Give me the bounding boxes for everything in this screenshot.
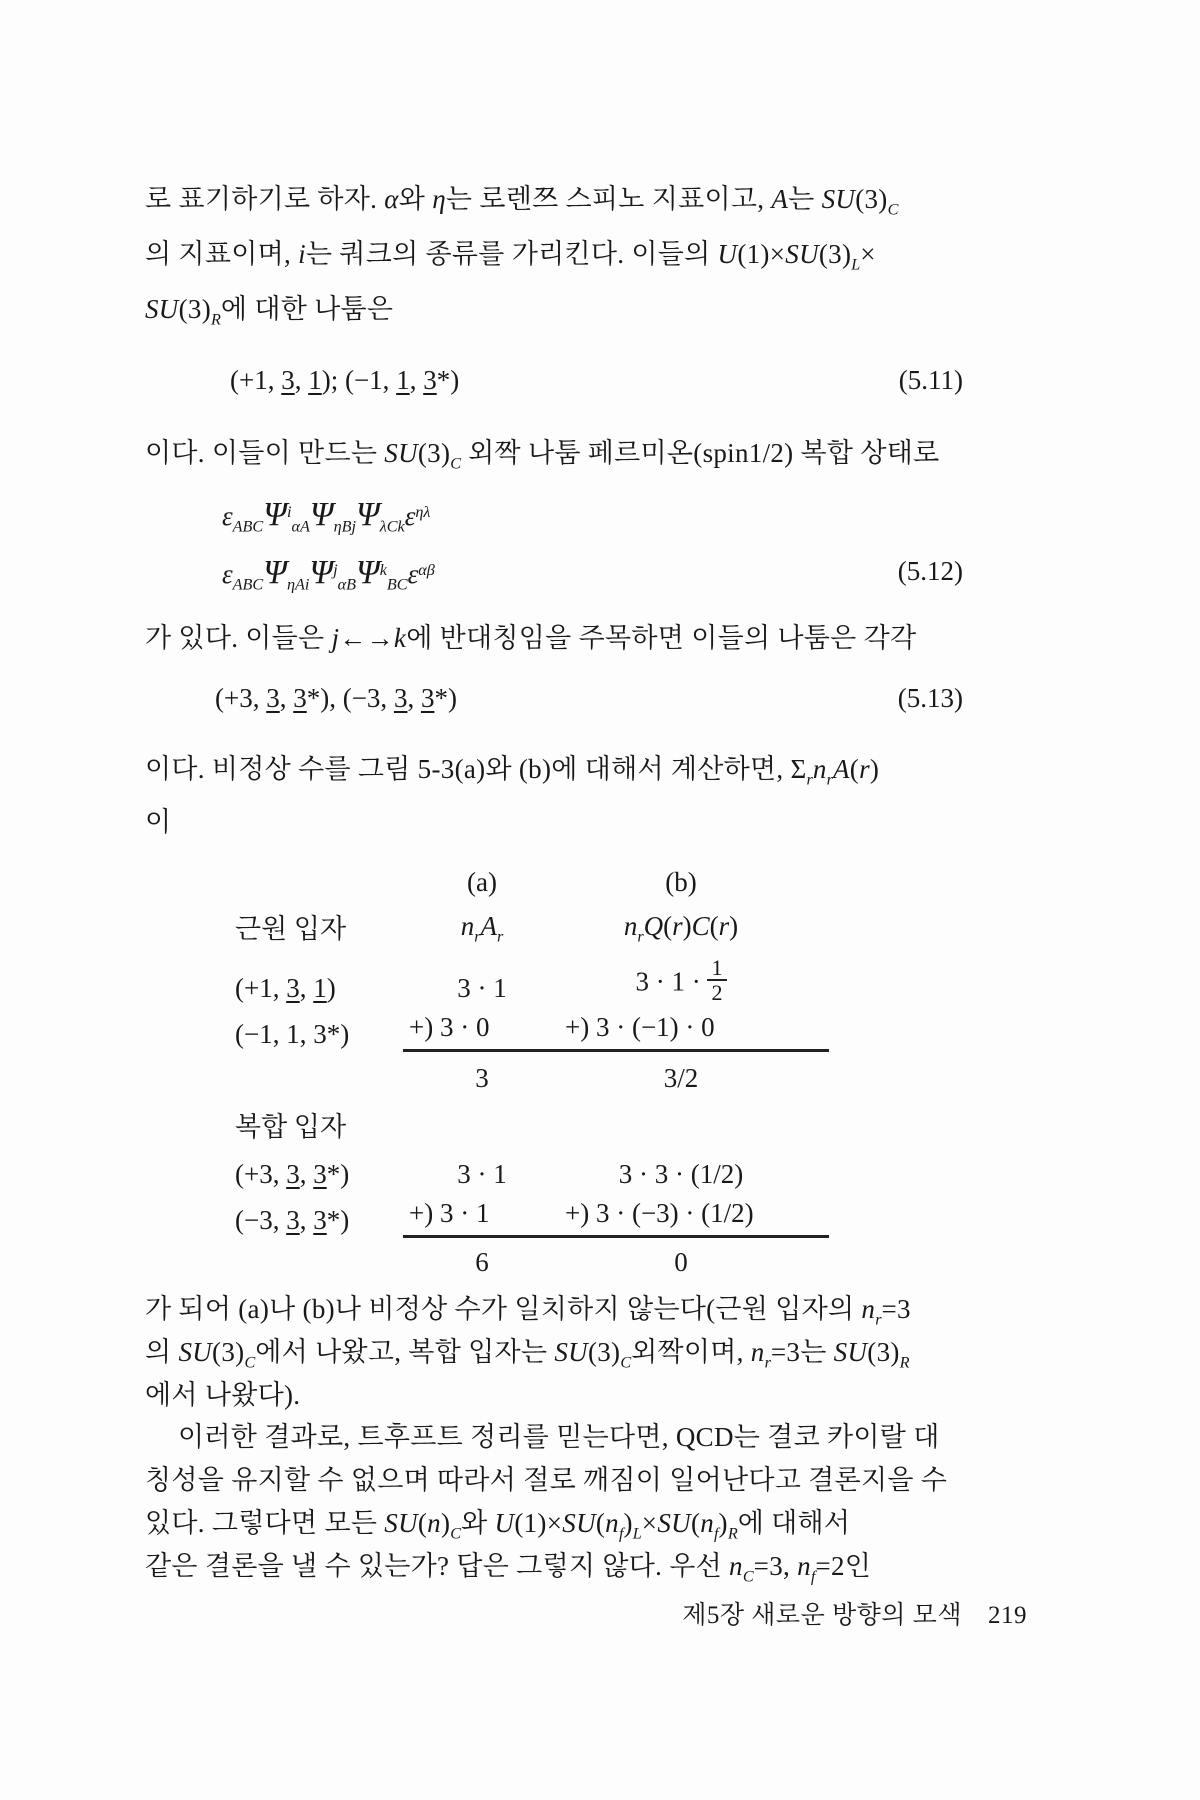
anomaly-table: [235, 858, 829, 1280]
table-composite-label: 복합 입자: [235, 1112, 347, 1142]
paragraph1-line2: 의 지표이며, i는 쿼크의 종류를 가리킨다. 이들의 $U(1)\times SU(3)_L\times$: [145, 239, 876, 274]
table-row-source1-b: 3 · 1 · $\frac{1}{2}$: [561, 956, 829, 1006]
equation-5-13-number: (5.13): [897, 683, 963, 713]
paragraph6-line4: 같은 결론을 낼 수 있는가? 답은 그렇지 않다. 우선 $n_C=3$, $n_f=2$인: [145, 1551, 872, 1586]
equation-5-11-body: (+1, 3, 1); (−1, 1, 3*): [230, 365, 460, 395]
table-row-source2-a: +) 3 · 0: [403, 1012, 561, 1052]
table-sum-composite-b: 0: [674, 1247, 688, 1277]
table-row-source1-rep: (+1, 3, 1): [235, 973, 336, 1003]
footer-page-number: 219: [988, 1602, 1027, 1629]
paragraph4-line1: 이다. 비정상 수를 그림 5-3(a)와 (b)에 대해서 계산하면, $\Sigma_rn_rA(r)$: [145, 754, 880, 789]
table-row-composite2-a: +) 3 · 1: [403, 1198, 561, 1238]
paragraph5-line1: 가 되어 (a)나 (b)나 비정상 수가 일치하지 않는다(근원 입자의 $n_r=3$: [145, 1294, 911, 1329]
equation-5-12-line2: $\varepsilon_{ABC}\Psi_{\eta Ai}\Psi^j_{\alpha B}\Psi^k_{BC}\varepsilon^{\alpha\beta}$: [222, 554, 435, 594]
equation-5-11-number: (5.11): [898, 365, 963, 395]
table-formula-b: $n_rQ(r)C(r)$: [623, 910, 739, 945]
equation-5-13-body: (+3, 3, 3*), (−3, 3, 3*): [215, 683, 457, 713]
paragraph5-line3: 에서 나왔다).: [145, 1380, 301, 1410]
paragraph6-line2: 칭성을 유지할 수 없으며 따라서 절로 깨짐이 일어난다고 결론지을 수: [145, 1465, 948, 1495]
table-sum-composite-a: 6: [475, 1247, 489, 1277]
table-row-composite1-rep: (+3, 3, 3*): [235, 1159, 350, 1189]
table-row-composite2-b: +) 3 · (−3) · (1/2): [561, 1198, 829, 1238]
equation-5-11: [145, 365, 1057, 396]
equation-5-12-line1: $\varepsilon_{ABC}\Psi^i_{\alpha A}\Psi_{\eta Bj}\Psi_{\lambda Ck}\varepsilon^{\eta\lambda}$: [222, 496, 431, 536]
table-formula-a: $n_rA_r$: [460, 910, 504, 945]
table-cell-empty: [403, 1144, 561, 1146]
page-footer: [145, 1595, 1057, 1631]
table-row-source2-rep: (−1, 1, 3*): [235, 1019, 350, 1049]
paragraph4-line2: 이: [145, 807, 172, 837]
paragraph2-line1: 이다. 이들이 만드는 $SU(3)_C$ 외짝 나툼 페르미온(spin1/2) 복합 상태로: [145, 438, 940, 473]
table-sum-source-b: 3/2: [663, 1063, 699, 1093]
table-row-source1-a: 3 · 1: [457, 973, 507, 1003]
equation-5-12-number: (5.12): [897, 556, 963, 586]
table-row-composite1-a: 3 · 1: [457, 1159, 507, 1189]
table-cell-empty: [235, 1278, 403, 1280]
paragraph3-line1: 가 있다. 이들은 j←→k에 반대칭임을 주목하면 이들의 나툼은 각각: [145, 623, 917, 653]
table-cell-empty: [235, 898, 403, 900]
table-cell-empty: [561, 1144, 829, 1146]
table-row-composite2-rep: (−3, 3, 3*): [235, 1205, 350, 1235]
table-header-b: (b): [665, 867, 697, 897]
table-cell-empty: [235, 1094, 403, 1096]
table-header-a: (a): [467, 867, 497, 897]
table-row-source2-b: +) 3 · (−1) · 0: [561, 1012, 829, 1052]
paragraph6-line1: 이러한 결과로, 트후프트 정리를 믿는다면, QCD는 결코 카이랄 대: [178, 1422, 940, 1452]
table-row-composite1-b: 3 · 3 · (1/2): [618, 1159, 744, 1189]
footer-chapter-title: 제5장 새로운 방향의 모색: [682, 1602, 962, 1629]
paragraph1-line3: $SU(3)_R$에 대한 나툼은: [145, 294, 394, 329]
paragraph5-line2: 의 $SU(3)_C$에서 나왔고, 복합 입자는 $SU(3)_C$외짝이며, $n_r=3$는 $SU(3)_R$: [145, 1337, 910, 1372]
table-sum-source-a: 3: [475, 1063, 489, 1093]
paragraph6-line3: 있다. 그렇다면 모든 $SU(n)_C$와 $U(1)\times SU(n_f)_L\times SU(n_f)_R$에 대해서: [145, 1508, 851, 1543]
equation-5-13: [145, 683, 1057, 714]
table-source-label: 근원 입자: [235, 914, 347, 944]
equation-5-12: [222, 496, 1057, 613]
paragraph1-line1: 로 표기하기로 하자. α와 η는 로렌쯔 스피노 지표이고, A는 $SU(3)_C$: [145, 184, 899, 219]
